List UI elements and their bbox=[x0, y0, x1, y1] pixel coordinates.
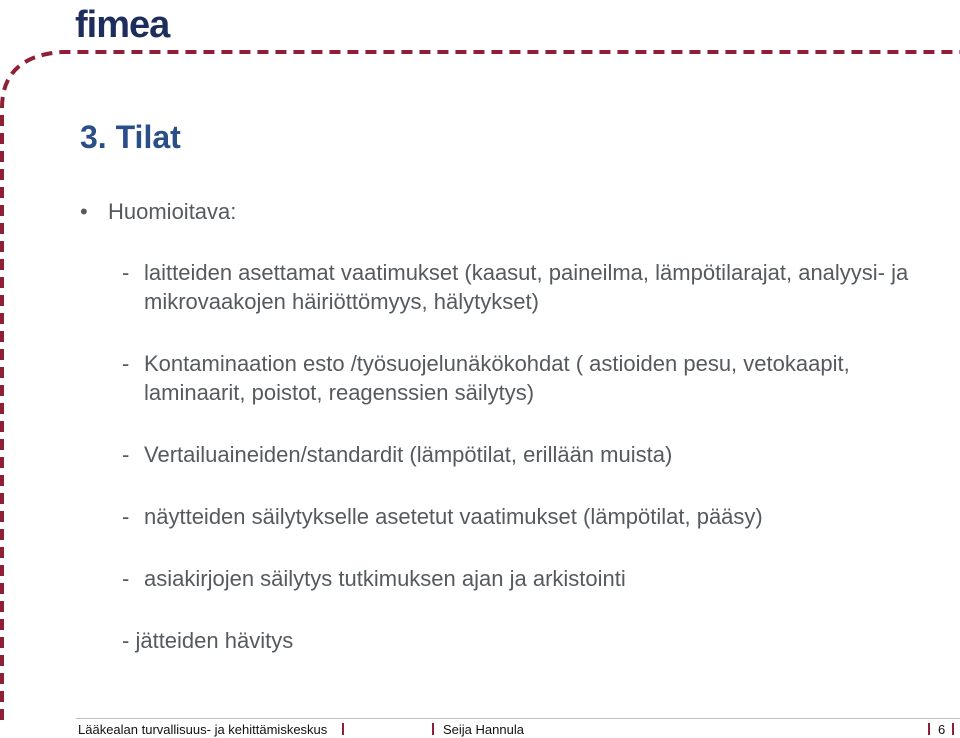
footer-separator bbox=[342, 723, 344, 735]
footer-separator bbox=[432, 723, 434, 735]
list-item bbox=[122, 502, 942, 531]
fimea-logo bbox=[75, 4, 190, 44]
dash-marker: - bbox=[122, 628, 130, 653]
logo-wordmark: fimea bbox=[75, 4, 170, 44]
list-item bbox=[122, 626, 942, 655]
list-item-text: asiakirjojen säilytys tutkimuksen ajan ja arkistointi bbox=[144, 566, 626, 591]
dash-marker: - bbox=[122, 260, 130, 285]
list-item bbox=[122, 440, 942, 469]
requirement-list bbox=[122, 258, 942, 688]
page-number: 6 bbox=[938, 722, 946, 737]
footer-divider bbox=[76, 718, 960, 719]
dash-marker: - bbox=[122, 504, 130, 529]
list-item bbox=[122, 564, 942, 593]
list-item-text: Vertailuaineiden/standardit (lämpötilat, erillään muista) bbox=[144, 442, 673, 467]
list-item-text: jätteiden hävitys bbox=[135, 628, 294, 653]
dash-marker: - bbox=[122, 351, 130, 376]
footer-author: Seija Hannula bbox=[443, 722, 524, 737]
list-item bbox=[122, 258, 942, 316]
dash-marker: - bbox=[122, 566, 130, 591]
bullet-text: Huomioitava: bbox=[108, 199, 237, 224]
list-item-text: näytteiden säilytykselle asetetut vaatimukset (lämpötilat, pääsy) bbox=[144, 504, 763, 529]
bullet-symbol: • bbox=[80, 199, 88, 224]
dash-marker: - bbox=[122, 442, 130, 467]
footer-separator bbox=[952, 723, 954, 735]
slide-title: 3. Tilat bbox=[80, 119, 181, 155]
list-item bbox=[122, 349, 942, 407]
list-item-text: laitteiden asettamat vaatimukset (kaasut, paineilma, lämpötilarajat, analyysi- ja mikrovaakojen häiriöttömyys, hälytykset) bbox=[144, 260, 909, 314]
list-item-text: Kontaminaation esto /työsuojelunäkökohdat ( astioiden pesu, vetokaapit, laminaarit, poistot, reagenssien säilytys) bbox=[144, 351, 850, 405]
bullet-heading bbox=[80, 197, 236, 227]
slide-footer bbox=[0, 712, 960, 738]
footer-separator bbox=[928, 723, 930, 735]
footer-organization: Lääkealan turvallisuus- ja kehittämiskeskus bbox=[78, 722, 328, 737]
